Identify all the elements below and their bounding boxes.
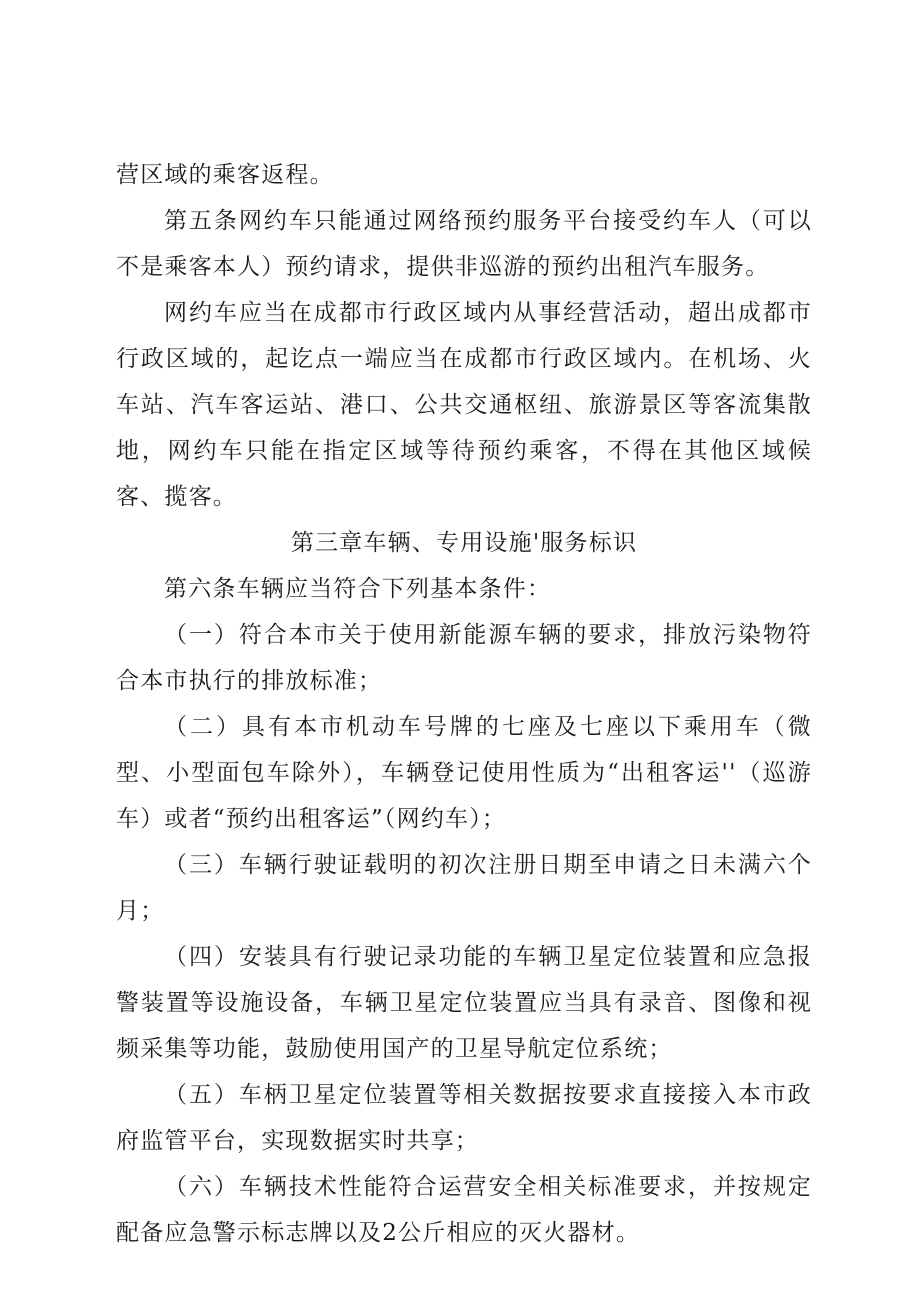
paragraph-continuation: 营区域的乘客返程。 [116, 162, 334, 188]
list-item-3: （三）车辆行驶证载明的初次注册日期至申请之日未满六个月； [116, 852, 812, 924]
list-item-6: （六）车辆技术性能符合运营安全相关标准要求，并按规定配备应急警示标志牌以及2公斤相应的灭火器材。 [116, 1174, 812, 1246]
paragraph-article-6: 第六条车辆应当符合下列基本条件： [164, 576, 552, 602]
paragraph-operating-area: 网约车应当在成都市行政区域内从事经营活动，超出成都市行政区域的，起讫点一端应当在成都市行政区域内。在机场、火车站、汽车客运站、港口、公共交通枢纽、旅游景区等客流集散地，网约车只能在指定区域等待预约乘客，不得在其他区域候客、揽客。 [116, 300, 812, 510]
list-item-1: （一）符合本市关于使用新能源车辆的要求，排放污染物符合本市执行的排放标准； [116, 622, 812, 694]
list-item-4: （四）安装具有行驶记录功能的车辆卫星定位装置和应急报警装置等设施设备，车辆卫星定位装置应当具有录音、图像和视频采集等功能，鼓励使用国产的卫星导航定位系统； [116, 944, 812, 1062]
paragraph-article-5: 第五条网约车只能通过网络预约服务平台接受约车人（可以不是乘客本人）预约请求，提供非巡游的预约出租汽车服务。 [116, 208, 812, 280]
document-body [116, 152, 812, 1256]
list-item-2: （二）具有本市机动车号牌的七座及七座以下乘用车（微型、小型面包车除外），车辆登记使用性质为“出租客运''（巡游车）或者“预约出租客运”（网约车）； [116, 714, 812, 832]
list-item-5: （五）车柄卫星定位装置等相关数据按要求直接接入本市政府监管平台，实现数据实时共享； [116, 1082, 812, 1154]
chapter-heading: 第三章车辆、专用设施'服务标识 [290, 530, 638, 556]
